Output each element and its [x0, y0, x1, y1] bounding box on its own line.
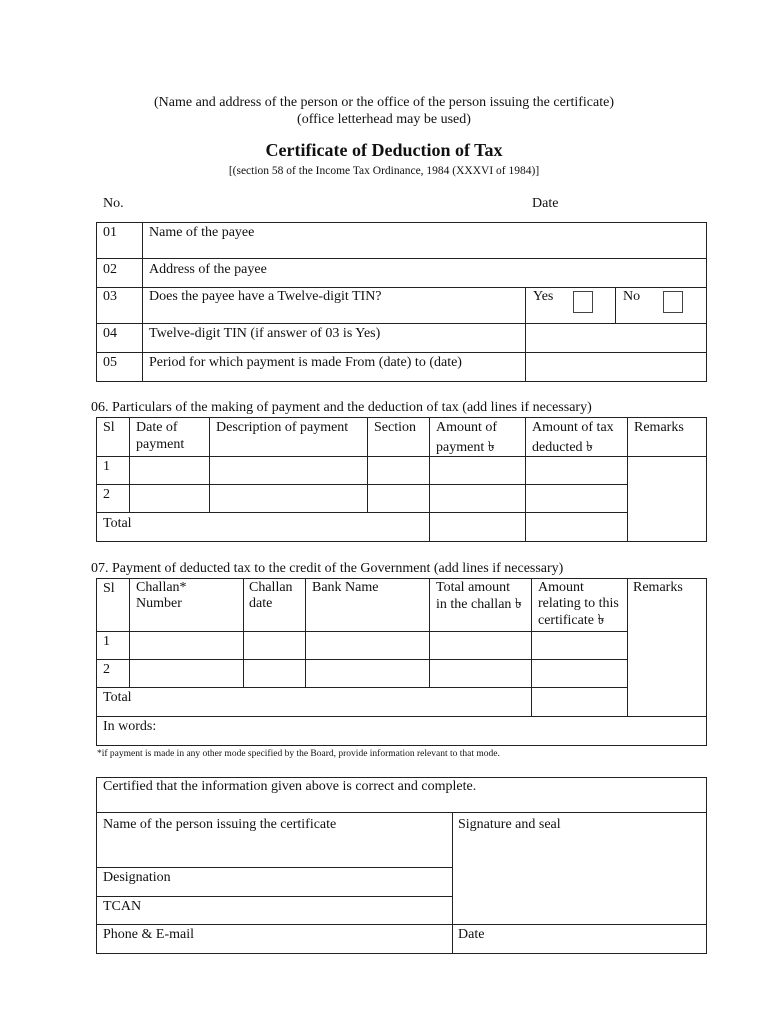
challan-row-2: 2 [103, 662, 110, 677]
payment-col-description: Description of payment [216, 420, 349, 435]
challan-col-date-l2: date [249, 596, 273, 611]
payment-period-label: Period for which payment is made From (date) to (date) [149, 355, 462, 370]
in-words-label: In words: [103, 719, 157, 734]
payment-row-2: 2 [103, 487, 110, 502]
challan-col-total-l1: Total amount [436, 580, 511, 595]
tin-yes-checkbox[interactable] [573, 291, 593, 313]
page-subtitle: [(section 58 of the Income Tax Ordinance, 1984 (XXXVI of 1984)] [228, 165, 540, 177]
payment-period-field[interactable] [526, 353, 706, 381]
signature-seal-label: Signature and seal [458, 817, 561, 832]
challan-total-label: Total [103, 690, 132, 705]
section-07-heading: 07. Payment of deducted tax to the credit of the Government (add lines if necessary) [91, 561, 564, 576]
certificate-date-label: Date [532, 196, 559, 211]
challan-col-bank: Bank Name [312, 580, 379, 595]
payee-row-num-04: 04 [103, 326, 117, 341]
section-06-heading: 06. Particulars of the making of payment and the deduction of tax (add lines if necessary) [91, 400, 592, 415]
challan-col-relating-l3: certificate ৳ [538, 613, 605, 628]
payee-address-label: Address of the payee [149, 262, 267, 277]
certification-date-label: Date [458, 927, 485, 942]
payee-row-num-02: 02 [103, 262, 117, 277]
challan-col-remarks: Remarks [633, 580, 683, 595]
designation-label: Designation [103, 870, 171, 885]
payment-col-amount-l2: payment ৳ [436, 440, 495, 455]
payment-table-border [97, 418, 707, 542]
payment-col-sl: Sl [103, 420, 115, 435]
payee-name-field[interactable] [143, 242, 706, 258]
page-title: Certificate of Deduction of Tax [265, 140, 503, 160]
challan-col-relating-l2: relating to this [538, 596, 619, 611]
certificate-number-label: No. [103, 196, 124, 211]
payee-row-num-01: 01 [103, 225, 117, 240]
payment-col-date-l1: Date of [136, 420, 178, 435]
tin-no-label: No [623, 289, 641, 304]
issuer-name-label: Name of the person issuing the certificate [103, 817, 337, 832]
challan-row-1: 1 [103, 634, 110, 649]
issuer-instruction: (Name and address of the person or the office of the person issuing the certificate) [153, 95, 615, 110]
tin-number-label: Twelve-digit TIN (if answer of 03 is Yes) [149, 326, 381, 341]
payment-col-section: Section [374, 420, 416, 435]
challan-footnote: *if payment is made in any other mode specified by the Board, provide information relevant to that mode. [97, 749, 500, 759]
payee-row-num-03: 03 [103, 289, 117, 304]
challan-col-number-l1: Challan* [136, 580, 187, 595]
challan-col-total-l2: in the challan ৳ [436, 597, 522, 612]
challan-col-date-l1: Challan [249, 580, 293, 595]
letterhead-note: (office letterhead may be used) [297, 112, 471, 127]
challan-col-number-l2: Number [136, 596, 182, 611]
tcan-label: TCAN [103, 899, 142, 914]
payment-row-1: 1 [103, 459, 110, 474]
challan-col-sl: Sl [103, 581, 115, 596]
tin-no-checkbox[interactable] [663, 291, 683, 313]
payment-col-tax-l1: Amount of tax [532, 420, 614, 435]
payment-total-label: Total [103, 516, 132, 531]
phone-email-label: Phone & E-mail [103, 927, 194, 942]
certification-statement: Certified that the information given above is correct and complete. [103, 779, 477, 794]
payment-col-date-l2: payment [136, 437, 185, 452]
payment-col-tax-l2: deducted ৳ [532, 440, 594, 455]
tin-question-label: Does the payee have a Twelve-digit TIN? [149, 289, 382, 304]
tin-yes-label: Yes [533, 289, 554, 304]
payment-col-amount-l1: Amount of [436, 420, 498, 435]
tin-number-field[interactable] [526, 324, 706, 352]
payment-col-remarks: Remarks [634, 420, 684, 435]
challan-col-relating-l1: Amount [538, 580, 584, 595]
issuer-name-field[interactable] [97, 835, 452, 867]
payee-name-label: Name of the payee [149, 225, 255, 240]
payee-row-num-05: 05 [103, 355, 117, 370]
